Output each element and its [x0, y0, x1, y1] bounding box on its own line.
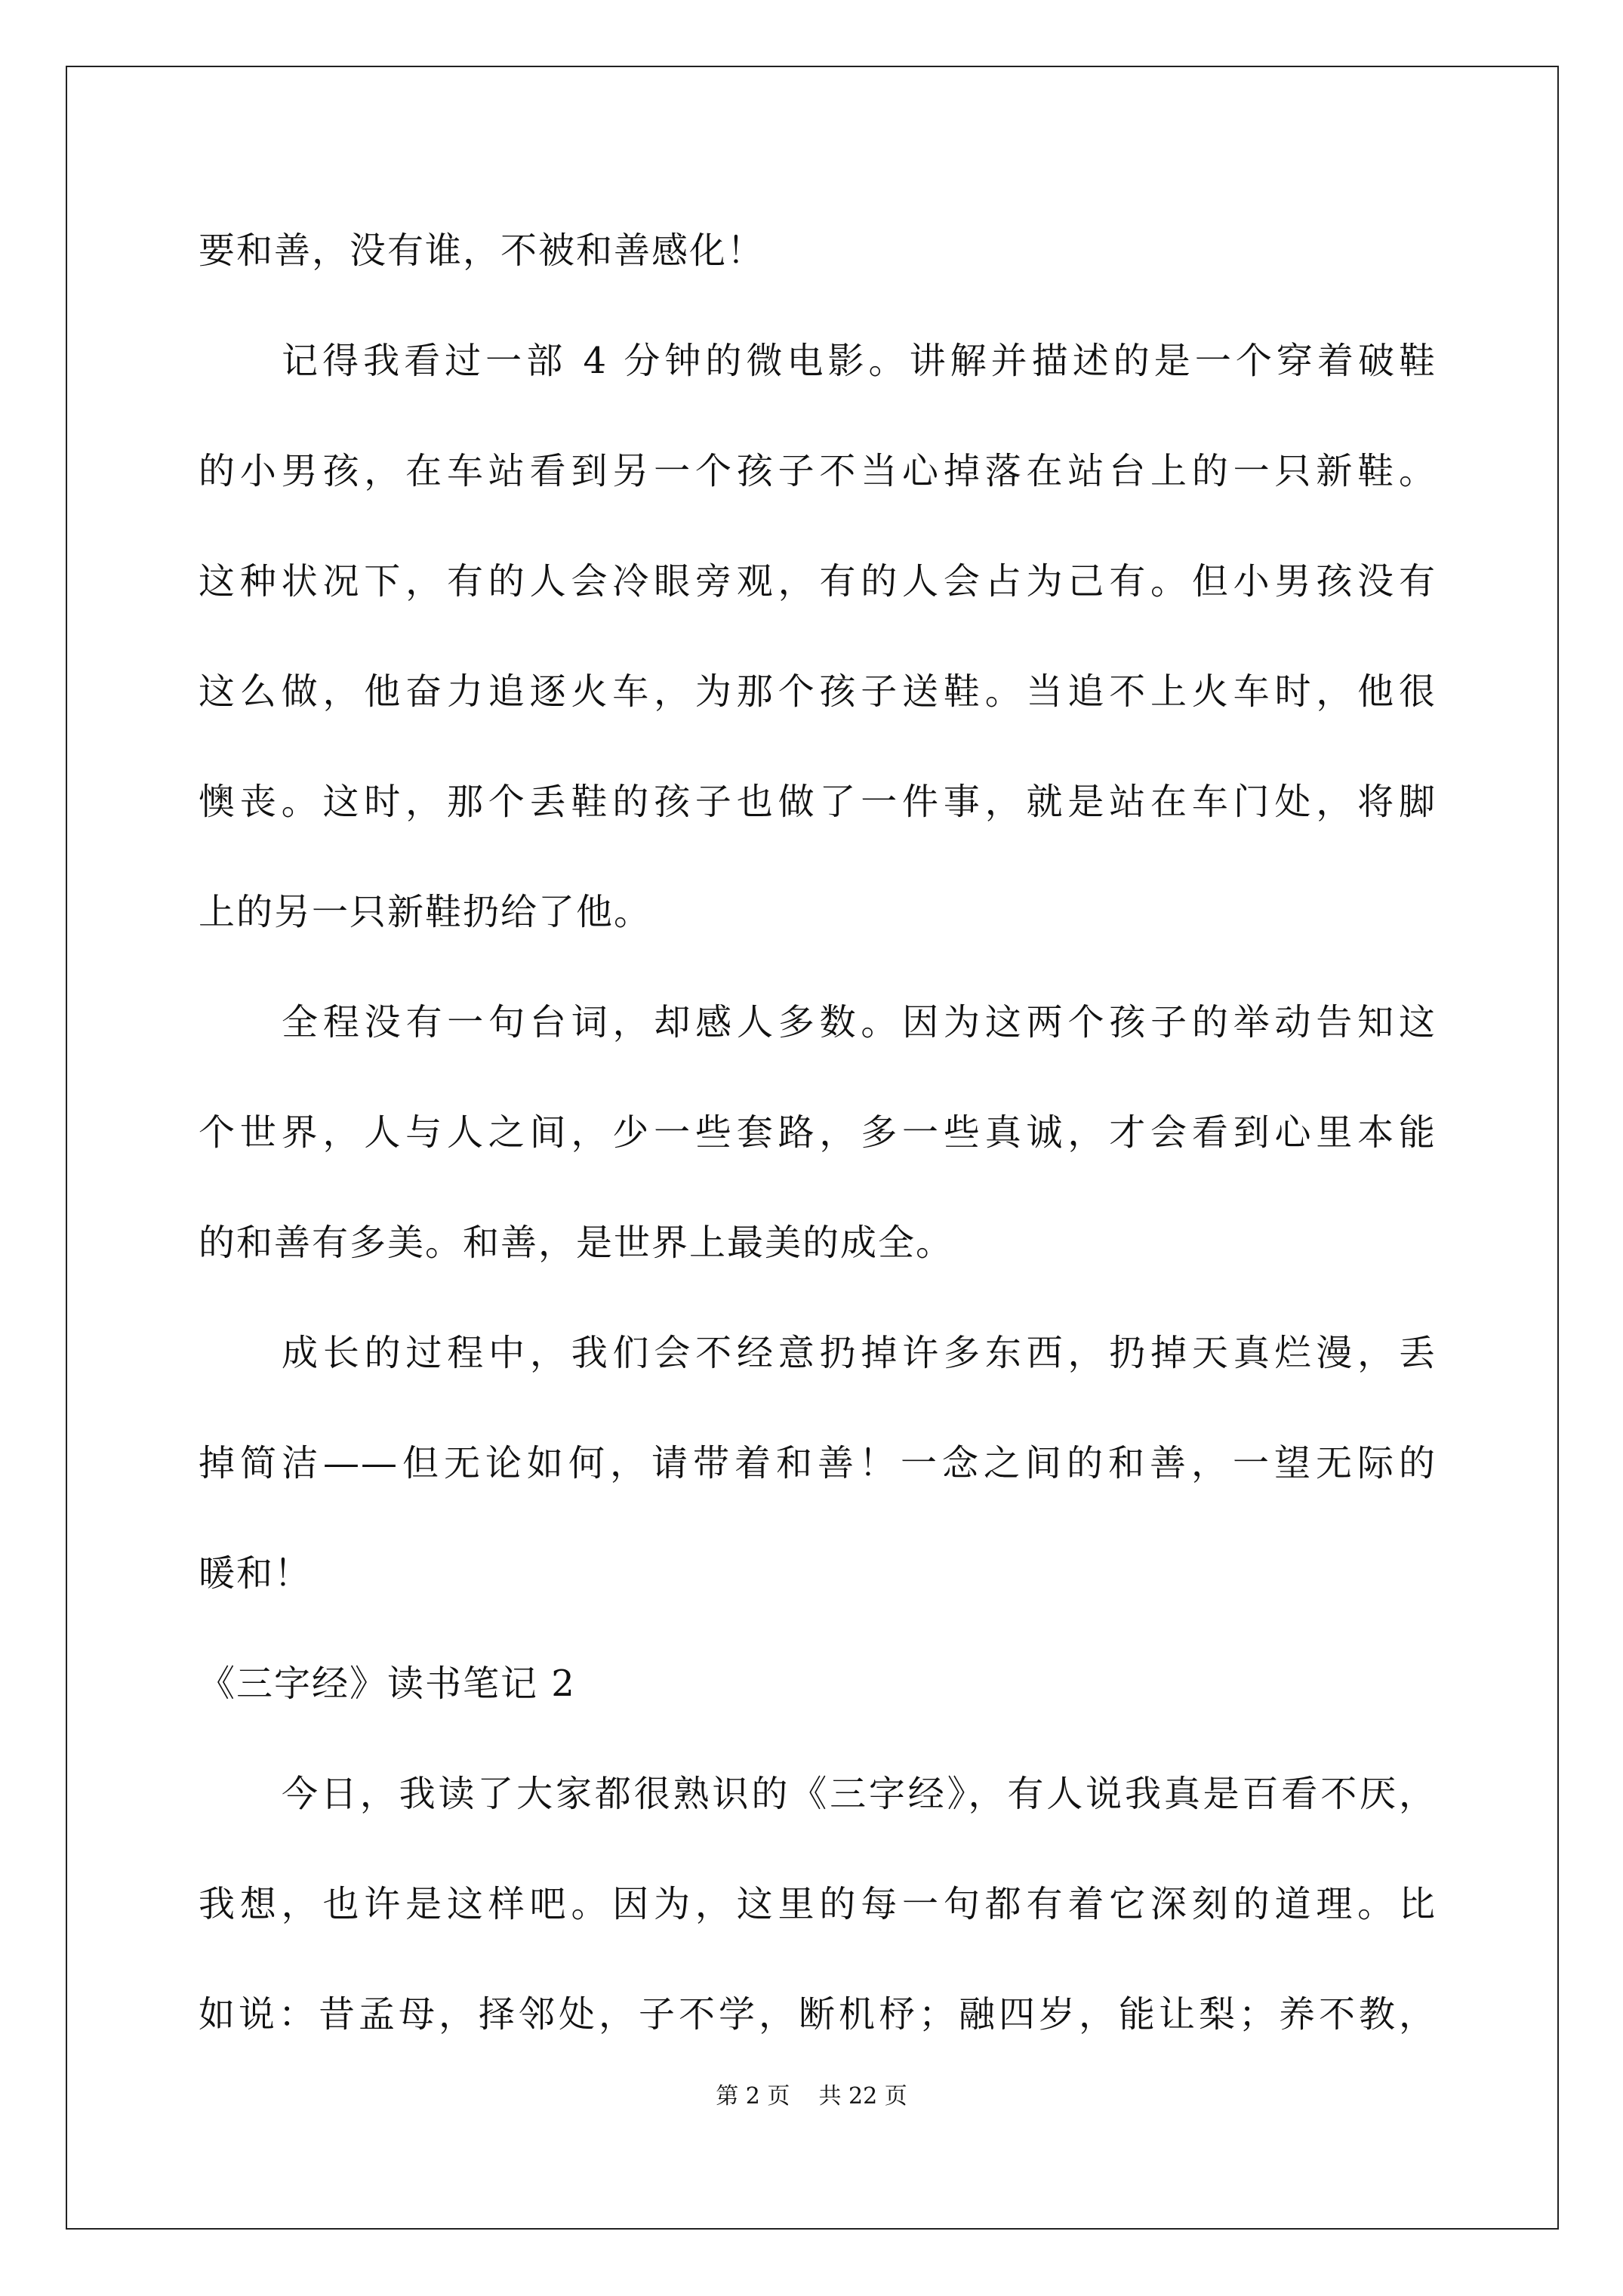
- text-line: 懊丧。这时，那个丢鞋的孩子也做了一件事，就是站在车门处，将脚: [199, 781, 1437, 823]
- text-line: 我想，也许是这样吧。因为，这里的每一句都有着它深刻的道理。比: [199, 1883, 1437, 1925]
- text-line: 这么做，他奋力追逐火车，为那个孩子送鞋。当追不上火车时，他很: [199, 670, 1437, 713]
- paragraph-first-line: 记得我看过一部 4 分钟的微电影。讲解并描述的是一个穿着破鞋: [282, 340, 1437, 382]
- text-line: 要和善，没有谁，不被和善感化！: [199, 230, 765, 272]
- text-line: 如说：昔孟母，择邻处，子不学，断机杼；融四岁，能让梨；养不教，: [199, 1993, 1437, 2036]
- section-heading: 《三字经》读书笔记 2: [199, 1663, 576, 1705]
- paragraph-first-line: 成长的过程中，我们会不经意扔掉许多东西，扔掉天真烂漫，丢: [282, 1332, 1437, 1374]
- paragraph-first-line: 今日，我读了大家都很熟识的《三字经》，有人说我真是百看不厌，: [282, 1773, 1437, 1815]
- text-line: 的小男孩，在车站看到另一个孩子不当心掉落在站台上的一只新鞋。: [199, 450, 1437, 492]
- text-line: 这种状况下，有的人会冷眼旁观，有的人会占为己有。但小男孩没有: [199, 560, 1437, 603]
- text-line: 个世界，人与人之间，少一些套路，多一些真诚，才会看到心里本能: [199, 1111, 1437, 1154]
- text-line: 掉简洁——但无论如何，请带着和善！一念之间的和善，一望无际的: [199, 1442, 1437, 1484]
- text-line: 暖和！: [199, 1552, 313, 1595]
- page-number-footer: 第 2 页 共 22 页: [716, 2083, 907, 2110]
- text-line: 的和善有多美。和善，是世界上最美的成全。: [199, 1222, 954, 1264]
- text-line: 上的另一只新鞋扔给了他。: [199, 891, 652, 933]
- paragraph-first-line: 全程没有一句台词，却感人多数。因为这两个孩子的举动告知这: [282, 1001, 1437, 1043]
